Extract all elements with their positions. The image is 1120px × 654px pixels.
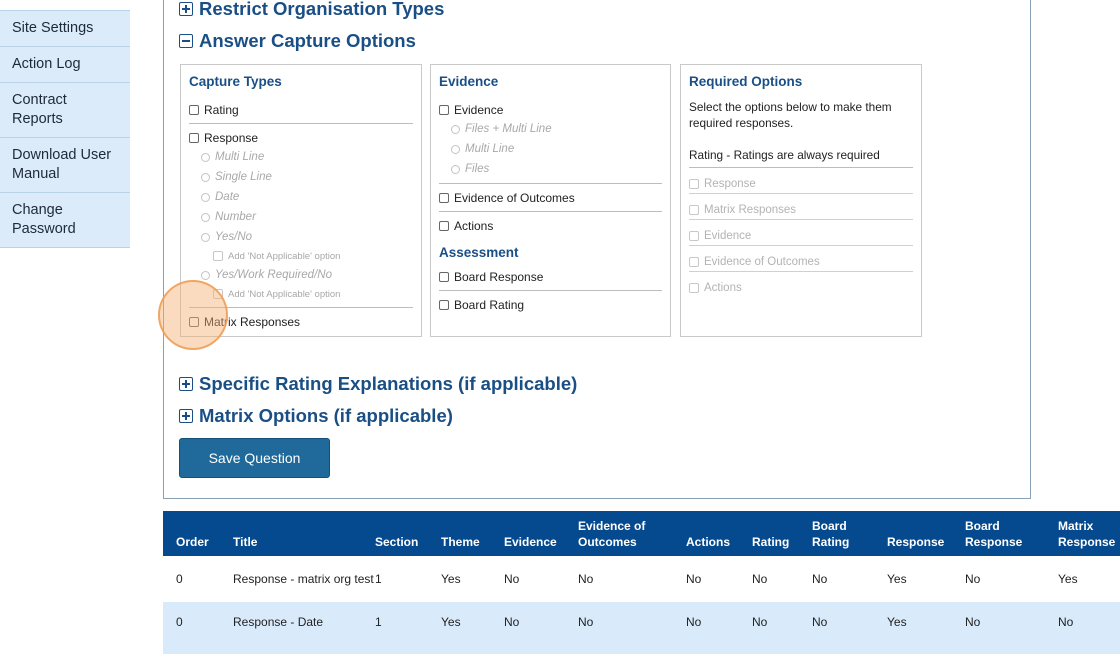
- option-label: Number: [215, 211, 256, 223]
- evidence-title: Evidence: [439, 74, 499, 89]
- expand-icon[interactable]: [179, 2, 193, 16]
- response-label: Response: [204, 131, 259, 145]
- checkbox[interactable]: [689, 205, 699, 215]
- response-single-line-option[interactable]: [189, 167, 413, 187]
- required-evidence-of-outcomes-option[interactable]: [689, 252, 913, 272]
- table-header-row: [163, 511, 1120, 556]
- radio[interactable]: [201, 153, 210, 162]
- column-header[interactable]: Evidence of Outcomes: [578, 511, 686, 556]
- column-header[interactable]: Response: [887, 511, 965, 556]
- evidence-of-outcomes-checkbox[interactable]: [439, 193, 449, 203]
- board-response-label: Board Response: [454, 270, 544, 284]
- checkbox[interactable]: [213, 251, 223, 261]
- column-header[interactable]: Board Response: [965, 511, 1058, 556]
- table-cell: Yes: [1058, 556, 1120, 602]
- radio[interactable]: [451, 145, 460, 154]
- checkbox[interactable]: [689, 231, 699, 241]
- option-label: Multi Line: [215, 151, 265, 163]
- column-header[interactable]: Matrix Response: [1058, 511, 1120, 556]
- table-cell: No: [1058, 602, 1120, 654]
- radio[interactable]: [201, 173, 210, 182]
- save-question-button[interactable]: Save Question: [179, 438, 330, 478]
- sidebar: [0, 10, 130, 248]
- response-number-option[interactable]: [189, 207, 413, 227]
- radio[interactable]: [201, 193, 210, 202]
- assessment-title: Assessment: [439, 245, 519, 260]
- option-label: Yes/Work Required/No: [215, 269, 332, 281]
- table-cell: No: [965, 602, 1058, 654]
- sidebar-item-download-user-manual[interactable]: Download User Manual: [0, 137, 130, 192]
- table-cell: 0: [163, 556, 233, 602]
- option-label: Yes/No: [215, 231, 253, 243]
- column-header[interactable]: Theme: [441, 511, 504, 556]
- table-cell: No: [578, 556, 686, 602]
- evidence-of-outcomes-label: Evidence of Outcomes: [454, 191, 575, 205]
- evidence-option[interactable]: [439, 101, 662, 119]
- section-matrix-options[interactable]: [179, 405, 453, 427]
- radio[interactable]: [201, 213, 210, 222]
- option-label: Files: [465, 163, 490, 175]
- board-rating-label: Board Rating: [454, 298, 525, 312]
- table-cell: Response - matrix org test: [233, 556, 375, 602]
- option-label: Evidence of Outcomes: [704, 255, 820, 268]
- rating-checkbox[interactable]: [189, 105, 199, 115]
- table-cell: No: [812, 556, 887, 602]
- table-cell: No: [752, 556, 812, 602]
- required-response-option[interactable]: [689, 174, 913, 194]
- checkbox[interactable]: [689, 179, 699, 189]
- option-label: Date: [215, 191, 240, 203]
- option-label: Actions: [704, 281, 742, 294]
- table-cell: No: [965, 556, 1058, 602]
- column-header[interactable]: Section: [375, 511, 441, 556]
- board-rating-checkbox[interactable]: [439, 300, 449, 310]
- capture-types-title: Capture Types: [189, 74, 282, 89]
- required-actions-option[interactable]: [689, 278, 913, 297]
- evidence-box: [430, 64, 671, 337]
- required-options-note: Rating - Ratings are always required: [689, 148, 913, 168]
- response-yes-work-required-no-option[interactable]: [189, 265, 413, 285]
- checkbox[interactable]: [689, 283, 699, 293]
- actions-checkbox[interactable]: [439, 221, 449, 231]
- column-header[interactable]: Actions: [686, 511, 752, 556]
- table-cell: 1: [375, 556, 441, 602]
- column-header[interactable]: Evidence: [504, 511, 578, 556]
- table-cell: Yes: [887, 602, 965, 654]
- option-label: Add 'Not Applicable' option: [228, 288, 341, 300]
- table-cell: No: [686, 556, 752, 602]
- questions-table: [163, 511, 1120, 654]
- yes-work-not-applicable-option[interactable]: [189, 285, 413, 308]
- section-restrict-org-types[interactable]: [179, 0, 444, 20]
- evidence-files-multi-line-option[interactable]: [439, 119, 662, 139]
- option-label: Files + Multi Line: [465, 123, 552, 135]
- section-title: Answer Capture Options: [199, 30, 416, 51]
- board-rating-option[interactable]: [439, 296, 662, 314]
- board-response-option[interactable]: [439, 268, 662, 291]
- section-title: Restrict Organisation Types: [199, 0, 445, 19]
- option-label: Matrix Responses: [704, 203, 797, 216]
- actions-label: Actions: [454, 219, 494, 233]
- yes-no-not-applicable-option[interactable]: [189, 247, 413, 265]
- checkbox[interactable]: [213, 289, 223, 299]
- expand-icon[interactable]: [179, 377, 193, 391]
- column-header[interactable]: Board Rating: [812, 511, 887, 556]
- table-row[interactable]: [163, 556, 1120, 602]
- evidence-label: Evidence: [454, 103, 504, 117]
- expand-icon[interactable]: [179, 409, 193, 423]
- table-cell: Yes: [441, 602, 504, 654]
- checkbox[interactable]: [689, 257, 699, 267]
- required-options-description: Select the options below to make them required responses.: [689, 100, 892, 130]
- matrix-responses-option[interactable]: [189, 313, 413, 331]
- required-options-title: Required Options: [689, 74, 803, 89]
- sidebar-item-contract-reports[interactable]: Contract Reports: [0, 82, 130, 137]
- sidebar-item-change-password[interactable]: Change Password: [0, 192, 130, 248]
- option-label: Add 'Not Applicable' option: [228, 250, 341, 262]
- response-multi-line-option[interactable]: [189, 147, 413, 167]
- evidence-of-outcomes-option[interactable]: [439, 189, 662, 212]
- section-title: Specific Rating Explanations (if applicable): [199, 373, 578, 394]
- option-label: Single Line: [215, 171, 272, 183]
- required-evidence-option[interactable]: [689, 226, 913, 246]
- evidence-checkbox[interactable]: [439, 105, 449, 115]
- table-cell: Response - Date: [233, 602, 375, 654]
- rating-option[interactable]: [189, 101, 413, 124]
- required-matrix-responses-option[interactable]: [689, 200, 913, 220]
- column-header[interactable]: Rating: [752, 511, 812, 556]
- radio[interactable]: [201, 271, 210, 280]
- sidebar-item-site-settings[interactable]: Site Settings: [0, 10, 130, 46]
- table-cell: No: [504, 556, 578, 602]
- table-cell: No: [504, 602, 578, 654]
- table-cell: No: [812, 602, 887, 654]
- section-specific-rating-explanations[interactable]: [179, 373, 577, 395]
- section-title: Matrix Options (if applicable): [199, 405, 453, 426]
- matrix-responses-label: Matrix Responses: [204, 315, 301, 329]
- section-answer-capture[interactable]: [179, 30, 416, 52]
- matrix-responses-checkbox[interactable]: [189, 317, 199, 327]
- radio[interactable]: [201, 233, 210, 242]
- evidence-multi-line-option[interactable]: [439, 139, 662, 159]
- table-cell: 1: [375, 602, 441, 654]
- sidebar-item-action-log[interactable]: Action Log: [0, 46, 130, 82]
- table-cell: No: [578, 602, 686, 654]
- table-cell: 0: [163, 602, 233, 654]
- radio[interactable]: [451, 125, 460, 134]
- response-date-option[interactable]: [189, 187, 413, 207]
- response-yes-no-option[interactable]: [189, 227, 413, 247]
- response-checkbox[interactable]: [189, 133, 199, 143]
- option-label: Evidence: [704, 229, 752, 242]
- column-header[interactable]: Order: [163, 511, 233, 556]
- response-option[interactable]: [189, 129, 413, 147]
- rating-label: Rating: [204, 103, 239, 117]
- table-row[interactable]: [163, 602, 1120, 654]
- column-header[interactable]: Title: [233, 511, 375, 556]
- radio[interactable]: [451, 165, 460, 174]
- table-cell: Yes: [441, 556, 504, 602]
- actions-option[interactable]: [439, 217, 662, 235]
- collapse-icon[interactable]: [179, 34, 193, 48]
- required-options-box: [680, 64, 922, 337]
- option-label: Multi Line: [465, 143, 515, 155]
- evidence-files-option[interactable]: [439, 159, 662, 184]
- table-cell: No: [752, 602, 812, 654]
- board-response-checkbox[interactable]: [439, 272, 449, 282]
- table-cell: Yes: [887, 556, 965, 602]
- option-label: Response: [704, 177, 756, 190]
- capture-types-box: [180, 64, 422, 337]
- table-cell: No: [686, 602, 752, 654]
